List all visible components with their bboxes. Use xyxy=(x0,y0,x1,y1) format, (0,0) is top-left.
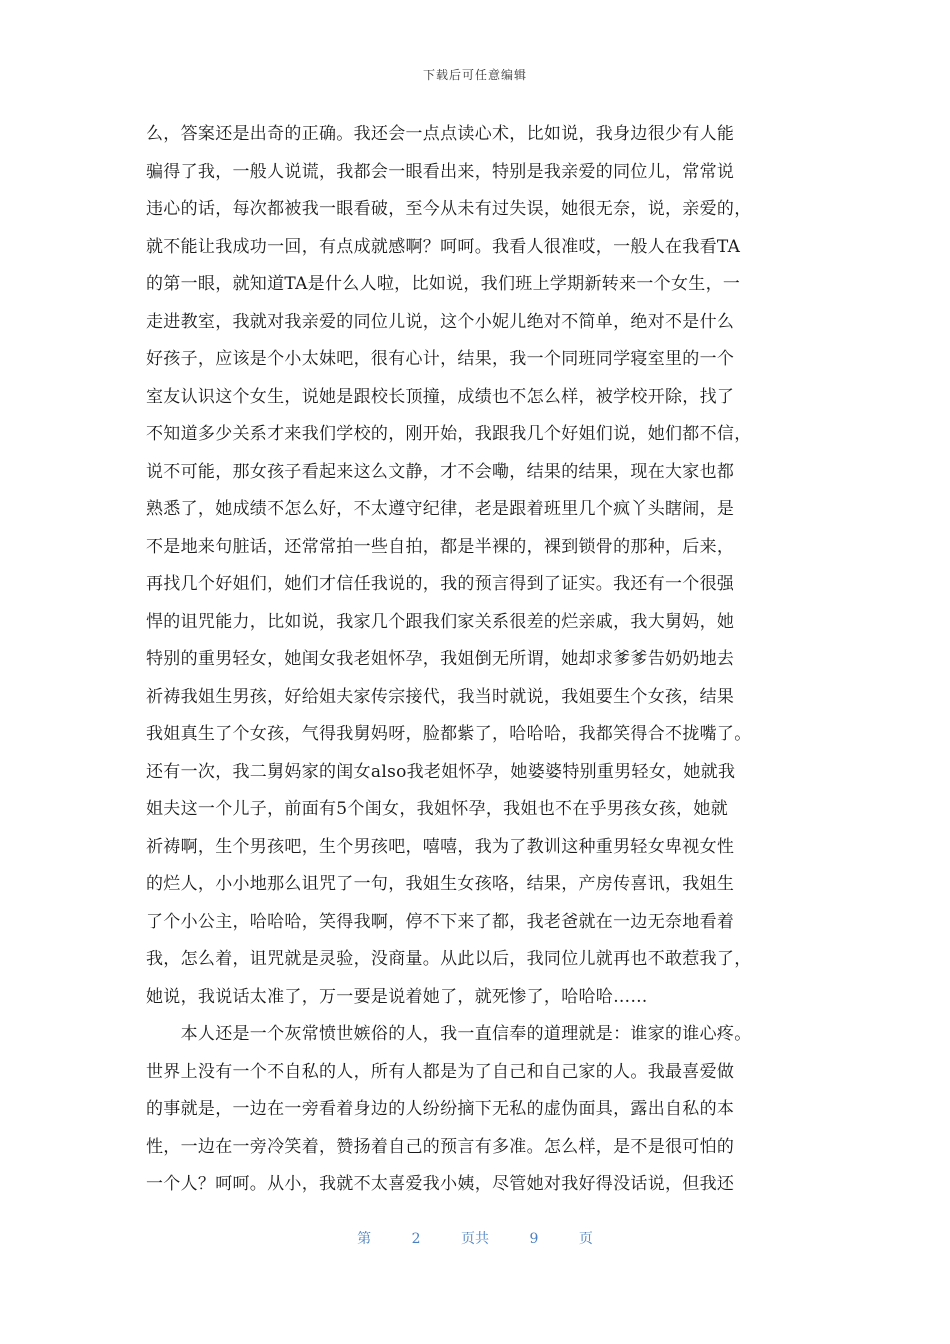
text-line: 特别的重男轻女，她闺女我老姐怀孕，我姐倒无所谓，她却求爹爹告奶奶地去 xyxy=(146,649,735,669)
page-footer xyxy=(0,1228,950,1248)
page-mid-text: 页共 xyxy=(461,1231,489,1247)
text-line: 祈祷我姐生男孩，好给姐夫家传宗接代，我当时就说，我姐要生个女孩，结果 xyxy=(146,686,735,707)
text-line: 还有一次，我二舅妈家的闺女also我老姐怀孕，她婆婆特别重男轻女，她就我 xyxy=(146,761,736,782)
text-line: 悍的诅咒能力，比如说，我家几个跟我们家关系很差的烂亲戚，我大舅妈，她 xyxy=(146,611,735,632)
page-suffix: 页 xyxy=(578,1231,593,1247)
text-line: 走进教室，我就对我亲爱的同位儿说，这个小妮儿绝对不简单，绝对不是什么 xyxy=(146,311,735,332)
page-header xyxy=(0,66,950,83)
text-line: 我，怎么着，诅咒就是灵验，没商量。从此以后，我同位儿就再也不敢惹我了， xyxy=(146,949,752,969)
text-line: 性，一边在一旁冷笑着，赞扬着自己的预言有多准。怎么样，是不是很可怕的 xyxy=(146,1136,735,1157)
total-pages-number: 9 xyxy=(529,1231,539,1247)
text-line: 就不能让我成功一回，有点成就感啊？呵呵。我看人很准哎，一般人在我看TA xyxy=(146,236,741,257)
text-line: 违心的话，每次都被我一眼看破，至今从未有过失误，她很无奈，说，亲爱的， xyxy=(146,199,752,219)
text-line: 骗得了我，一般人说谎，我都会一眼看出来，特别是我亲爱的同位儿，常常说 xyxy=(146,161,735,182)
text-line: 的第一眼，就知道TA是什么人啦，比如说，我们班上学期新转来一个女生，一 xyxy=(146,274,741,294)
text-line: 一个人？呵呵。从小，我就不太喜爱我小姨，尽管她对我好得没话说，但我还 xyxy=(146,1174,735,1194)
text-line: 不是地来句脏话，还常常拍一些自拍，都是半裸的，裸到锁骨的那种，后来， xyxy=(146,536,735,557)
text-line: 么，答案还是出奇的正确。我还会一点点读心术，比如说，我身边很少有人能 xyxy=(146,124,735,144)
text-line: 好孩子，应该是个小太妹吧，很有心计，结果，我一个同班同学寝室里的一个 xyxy=(146,349,735,369)
header-title: 下载后可任意编辑 xyxy=(422,68,527,82)
current-page-number: 2 xyxy=(411,1231,421,1247)
text-line: 说不可能，那女孩子看起来这么文静，才不会嘞，结果的结果，现在大家也都 xyxy=(146,461,735,482)
text-line: 她说，我说话太准了，万一要是说着她了，就死惨了，哈哈哈…… xyxy=(146,986,648,1007)
text-line: 了个小公主，哈哈哈，笑得我啊，停不下来了都，我老爸就在一边无奈地看着 xyxy=(146,911,735,932)
text-line: 我姐真生了个女孩，气得我舅妈呀，脸都紫了，哈哈哈，我都笑得合不拢嘴了。 xyxy=(146,724,752,744)
text-line: 姐夫这一个儿子，前面有5个闺女，我姐怀孕，我姐也不在乎男孩女孩，她就 xyxy=(146,799,729,819)
text-line: 熟悉了，她成绩不怎么好，不太遵守纪律，老是跟着班里几个疯丫头瞎闹，是 xyxy=(146,499,735,519)
text-line: 祈祷啊，生个男孩吧，生个男孩吧，嘻嘻，我为了教训这种重男轻女卑视女性 xyxy=(146,836,735,857)
text-line: 的烂人，小小地那么诅咒了一句，我姐生女孩咯，结果，产房传喜讯，我姐生 xyxy=(146,874,735,894)
paragraph-start-line: 本人还是一个灰常愤世嫉俗的人，我一直信奉的道理就是：谁家的谁心疼。 xyxy=(146,1024,752,1044)
text-line: 再找几个好姐们，她们才信任我说的，我的预言得到了证实。我还有一个很强 xyxy=(146,574,735,594)
document-body xyxy=(146,116,810,1204)
text-line: 不知道多少关系才来我们学校的，刚开始，我跟我几个好姐们说，她们都不信， xyxy=(146,424,752,444)
text-line: 的事就是，一边在一旁看着身边的人纷纷摘下无私的虚伪面具，露出自私的本 xyxy=(146,1099,735,1119)
page-prefix: 第 xyxy=(357,1231,372,1247)
text-line: 世界上没有一个不自私的人，所有人都是为了自己和自己家的人。我最喜爱做 xyxy=(146,1061,735,1082)
text-line: 室友认识这个女生，说她是跟校长顶撞，成绩也不怎么样，被学校开除，找了 xyxy=(146,386,735,407)
